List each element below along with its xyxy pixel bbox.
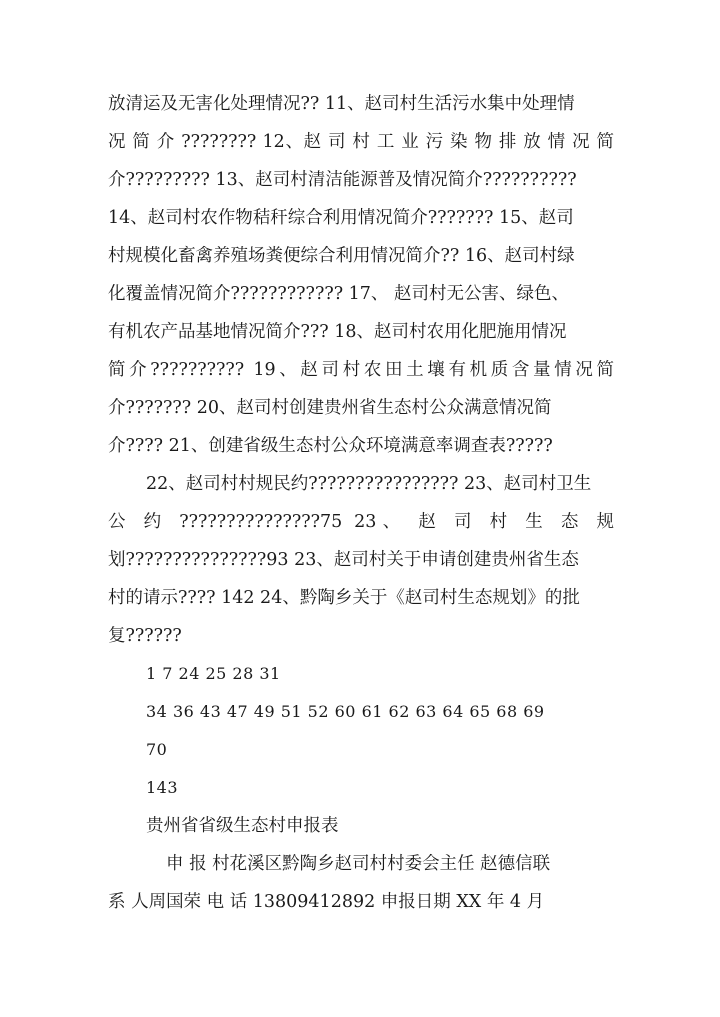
text-line: 况 简 介 ???????? 12、赵 司 村 工 业 污 染 物 排 放 情 况 简 bbox=[108, 132, 614, 152]
text-line: 14、赵司村农作物秸秆综合利用情况简介??????? 15、赵司 bbox=[108, 208, 574, 228]
text-line: 村的请示???? 142 24、黔陶乡关于《赵司村生态规划》的批 bbox=[108, 588, 580, 608]
text-line: 有机农产品基地情况简介??? 18、赵司村农用化肥施用情况 bbox=[108, 322, 567, 342]
text-line: 化覆盖情况简介???????????? 17、 赵司村无公害、绿色、 bbox=[108, 284, 569, 304]
text-line: 村规模化畜禽养殖场粪便综合利用情况简介?? 16、赵司村绿 bbox=[108, 246, 575, 266]
page-number-line: 34 36 43 47 49 51 52 60 61 62 63 64 65 68 69 bbox=[146, 702, 545, 721]
text-line: 介????????? 13、赵司村清洁能源普及情况简介?????????? bbox=[108, 170, 577, 190]
page-number-line: 143 bbox=[146, 778, 179, 797]
text-line: 介???? 21、创建省级生态村公众环境满意率调查表????? bbox=[108, 436, 553, 456]
text-line: 简介?????????? 19、赵司村农田土壤有机质含量情况简 bbox=[108, 360, 614, 380]
page-number-line: 70 bbox=[146, 740, 168, 759]
text-line: 系 人周国荣 电 话 13809412892 申报日期 XX 年 4 月 bbox=[108, 892, 545, 912]
text-line: 公 约 ???????????????75 23、 赵 司 村 生 态 规 bbox=[108, 512, 614, 532]
text-line: 放清运及无害化处理情况?? 11、赵司村生活污水集中处理情 bbox=[108, 94, 575, 114]
page-number-line: 1 7 24 25 28 31 bbox=[146, 664, 281, 683]
text-line: 划???????????????93 23、赵司村关于申请创建贵州省生态 bbox=[108, 550, 579, 570]
text-line: 复?????? bbox=[108, 626, 182, 646]
text-line: 申 报 村花溪区黔陶乡赵司村村委会主任 赵德信联 bbox=[166, 854, 551, 874]
text-line: 22、赵司村村规民约???????????????? 23、赵司村卫生 bbox=[146, 474, 592, 494]
text-line: 介??????? 20、赵司村创建贵州省生态村公众满意情况简 bbox=[108, 398, 552, 418]
form-title: 贵州省省级生态村申报表 bbox=[146, 816, 339, 836]
